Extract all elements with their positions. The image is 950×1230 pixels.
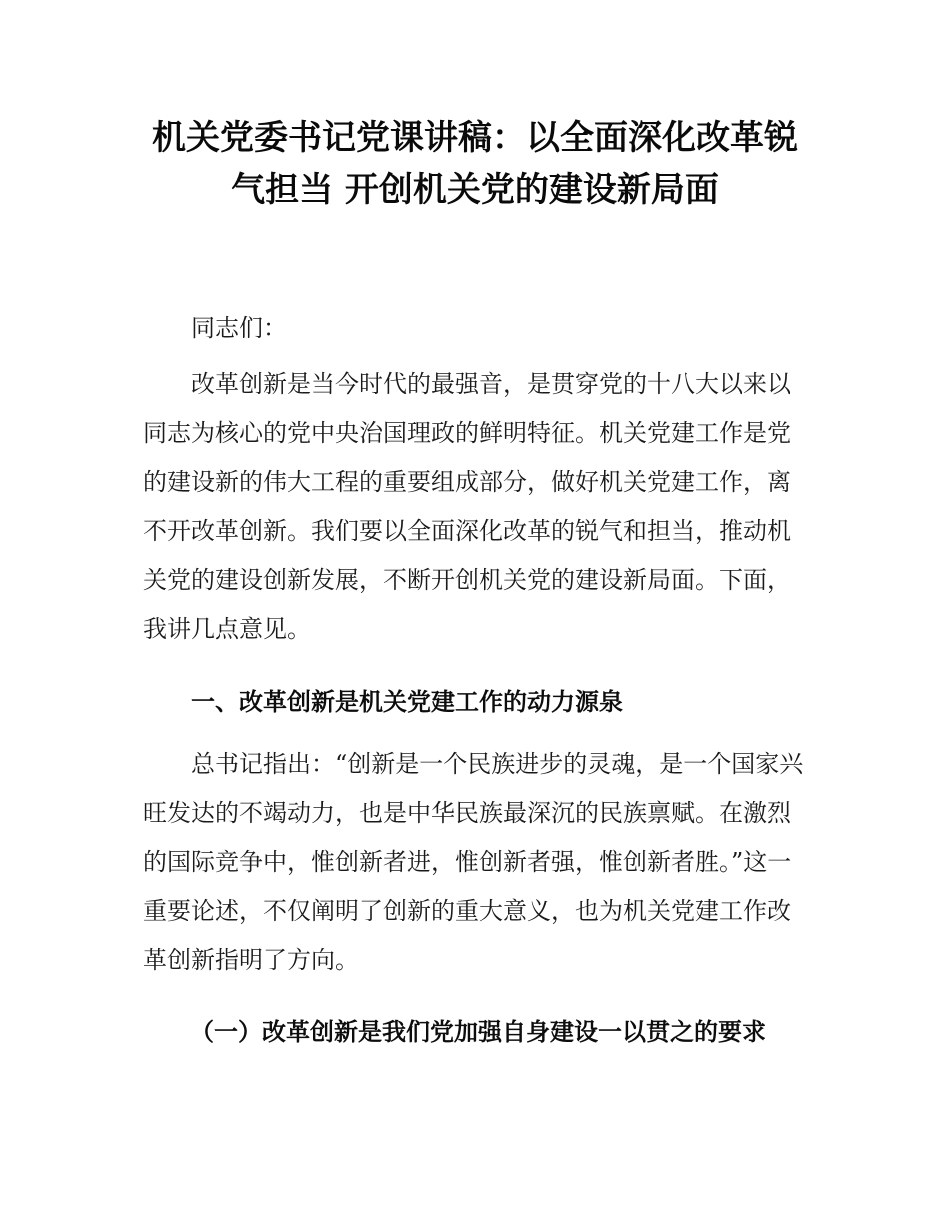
title-line-2: 气担当 开创机关党的建设新局面 — [231, 170, 719, 210]
document-title — [120, 112, 830, 216]
paragraph-quote: 总书记指出：“创新是一个民族进步的灵魂，是一个国家兴旺发达的不竭动力，也是中华民族最深沉的民族禀赋。在激烈的国际竞争中，惟创新者进，惟创新者强，惟创新者胜。”这一重要论述，不仅阐明了创新的重大意义，也为机关党建工作改革创新指明了方向。 — [143, 750, 804, 974]
title-line-1: 机关党委书记党课讲稿：以全面深化改革锐 — [152, 118, 798, 158]
paragraph-intro: 改革创新是当今时代的最强音，是贯穿党的十八大以来以同志为核心的党中央治国理政的鲜明特征。机关党建工作是党的建设新的伟大工程的重要组成部分，做好机关党建工作，离不开改革创新。我们要以全面深化改革的锐气和担当，推动机关党的建设创新发展，不断开创机关党的建设新局面。下面，我讲几点意见。 — [143, 370, 791, 643]
subsection-heading-1: （一）改革创新是我们党加强自身建设一以贯之的要求 — [190, 1018, 766, 1046]
section-heading-1: 一、改革创新是机关党建工作的动力源泉 — [191, 688, 623, 716]
greeting: 同志们： — [191, 314, 287, 342]
